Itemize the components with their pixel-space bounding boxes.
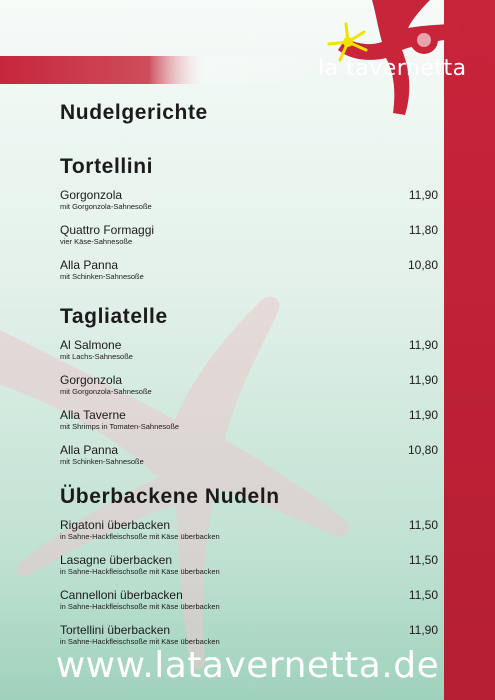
section-title: Tortellini	[60, 155, 154, 178]
item-name: Gorgonzola	[60, 373, 123, 387]
item-price: 10,80	[407, 258, 438, 272]
page-title: Nudelgerichte	[60, 101, 208, 124]
menu-item	[60, 552, 438, 587]
item-description: in Sahne-Hackfleischsoße mit Käse überbacken	[60, 602, 220, 611]
item-price: 11,90	[408, 623, 438, 637]
section-title: Tagliatelle	[60, 305, 168, 328]
section-title: Überbackene Nudeln	[60, 485, 280, 508]
menu-item	[60, 257, 438, 292]
menu-item	[60, 442, 438, 477]
item-name: Cannelloni überbacken	[60, 588, 183, 602]
top-red-band	[0, 56, 330, 84]
item-description: mit Lachs-Sahnesoße	[60, 352, 133, 361]
menu-item	[60, 587, 438, 622]
item-price: 11,50	[408, 588, 438, 602]
item-price: 11,80	[408, 223, 438, 237]
item-name: Al Salmone	[60, 338, 122, 352]
item-name: Tortellini überbacken	[60, 623, 171, 637]
menu-section-tortellini	[60, 153, 438, 292]
item-price: 10,80	[407, 443, 438, 457]
menu-section-ueberbackene-nudeln	[60, 483, 438, 657]
item-price: 11,90	[408, 338, 438, 352]
item-description: in Sahne-Hackfleischsoße mit Käse überbacken	[60, 637, 220, 646]
item-description: mit Shrimps in Tomaten-Sahnesoße	[60, 422, 180, 431]
item-price: 11,90	[408, 408, 438, 422]
item-name: Lasagne überbacken	[60, 553, 173, 567]
item-name: Alla Taverne	[60, 408, 126, 422]
menu-item	[60, 372, 438, 407]
brand-logo-text: la tavernetta	[318, 56, 467, 81]
right-red-column	[444, 0, 495, 700]
menu-item	[60, 407, 438, 442]
item-name: Alla Panna	[60, 443, 119, 457]
item-name: Rigatoni überbacken	[60, 518, 171, 532]
item-description: mit Schinken-Sahnesoße	[60, 272, 144, 281]
item-name: Gorgonzola	[60, 188, 123, 202]
menu-item	[60, 222, 438, 257]
item-description: in Sahne-Hackfleischsoße mit Käse überbacken	[60, 567, 220, 576]
menu-item	[60, 517, 438, 552]
item-price: 11,90	[408, 373, 438, 387]
website-url[interactable]: www.latavernetta.de	[55, 645, 440, 686]
item-description: in Sahne-Hackfleischsoße mit Käse überbacken	[60, 532, 220, 541]
item-description: mit Gorgonzola-Sahnesoße	[60, 202, 152, 211]
item-description: vier Käse-Sahnesoße	[60, 237, 133, 246]
item-price: 11,50	[408, 518, 438, 532]
item-name: Alla Panna	[60, 258, 119, 272]
item-name: Quattro Formaggi	[60, 223, 155, 237]
menu-item	[60, 337, 438, 372]
item-description: mit Schinken-Sahnesoße	[60, 457, 144, 466]
item-price: 11,50	[408, 553, 438, 567]
item-description: mit Gorgonzola-Sahnesoße	[60, 387, 152, 396]
menu-section-tagliatelle	[60, 303, 438, 477]
menu-item	[60, 187, 438, 222]
item-price: 11,90	[408, 188, 438, 202]
